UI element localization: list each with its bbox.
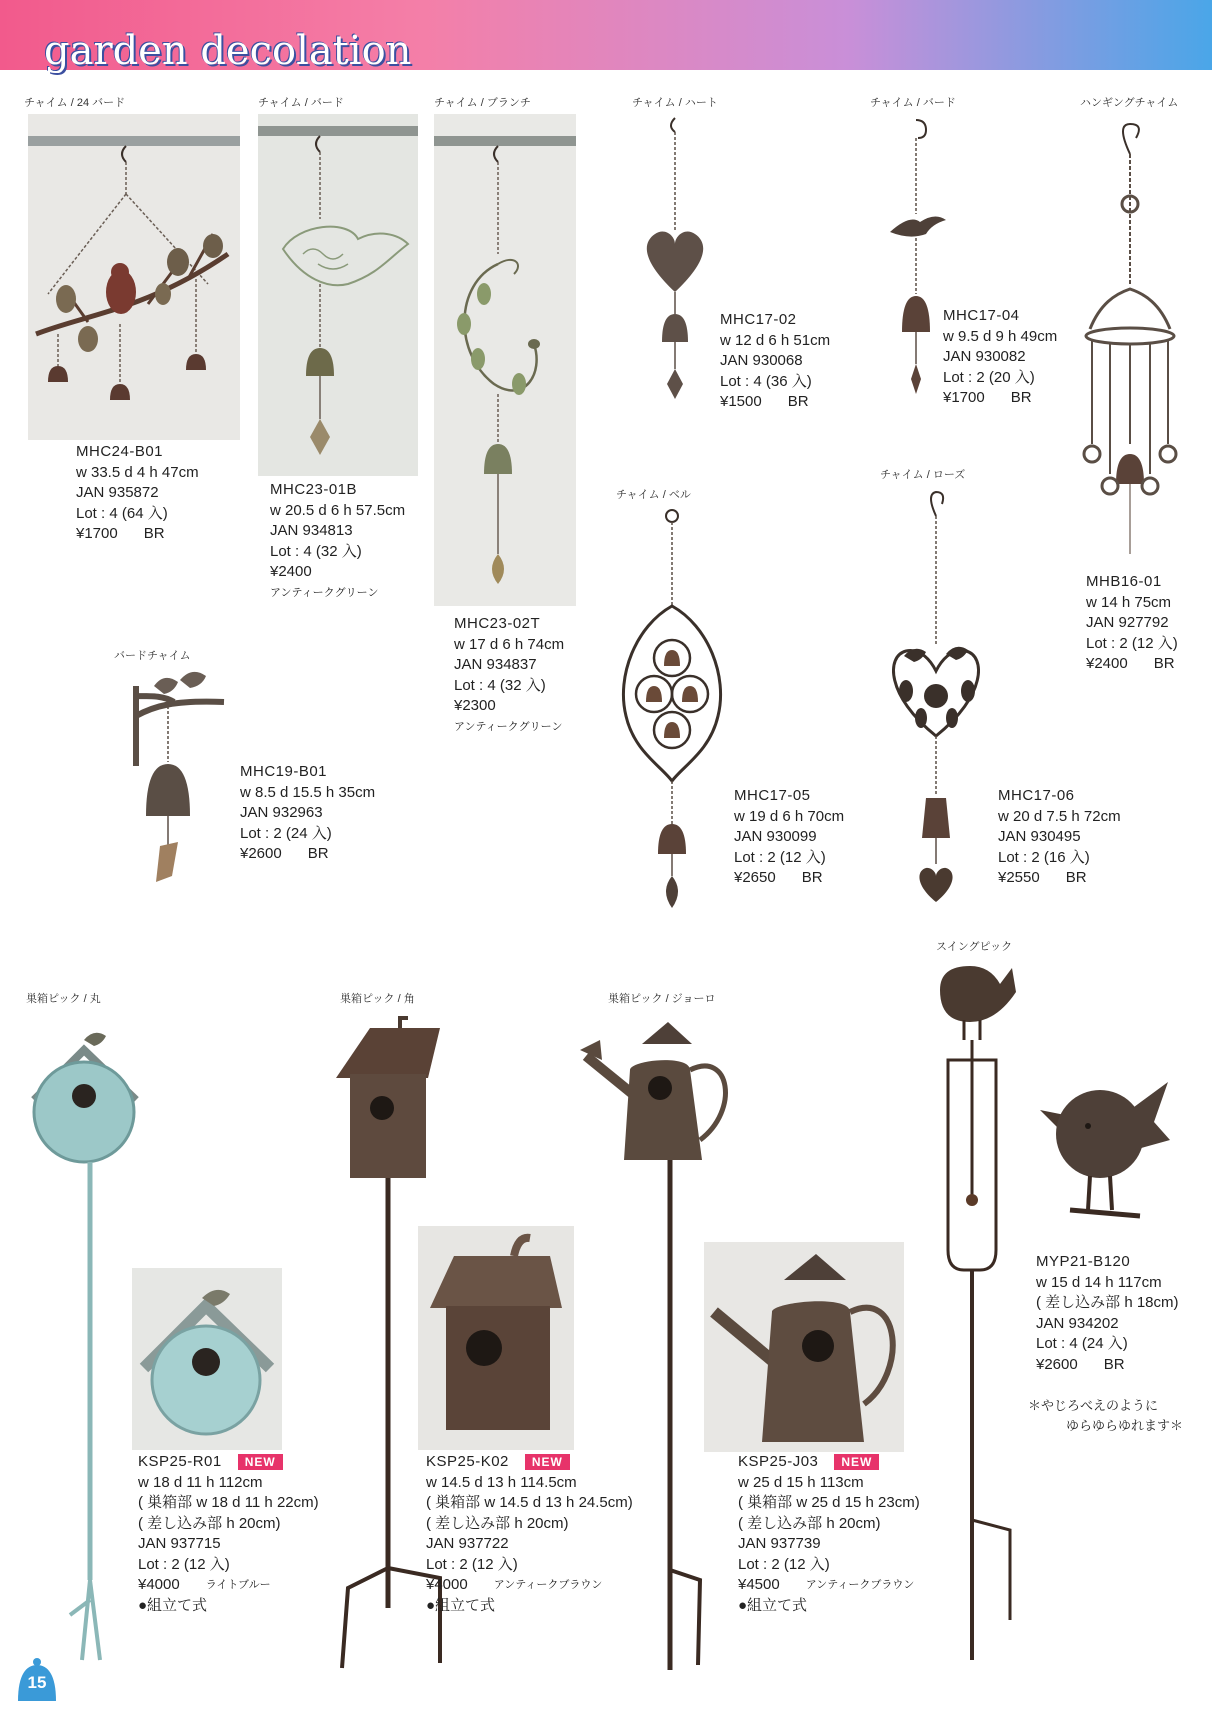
product-spec-mhc1704: [943, 306, 1057, 409]
finish-tag: BR: [787, 393, 809, 410]
product-spec-mhb16: [1086, 572, 1178, 675]
product-code: MHC23-02T: [454, 615, 541, 632]
product-price: ¥1700: [943, 389, 985, 406]
product-size: w 14 h 75cm: [1086, 593, 1172, 611]
product-lot: Lot : 2 (12 入): [734, 848, 826, 866]
product-jan: JAN 934813: [270, 522, 353, 539]
product-lot: Lot : 2 (12 入): [738, 1555, 830, 1573]
product-sub-size: ( 巣箱部 w 18 d 11 h 22cm): [138, 1494, 319, 1511]
product-price: ¥1500: [720, 393, 762, 410]
color-note: アンティークグリーン: [270, 586, 379, 599]
product-spec-myp21: [1036, 1252, 1179, 1375]
product-lot: Lot : 4 (64 入): [76, 504, 168, 522]
product-price: ¥2650: [734, 869, 776, 886]
product-jan: JAN 930099: [734, 828, 817, 845]
product-price: ¥1700: [76, 525, 118, 542]
color-note: アンティークブラウン: [493, 1579, 603, 1591]
product-spec-mhc1706: [998, 786, 1121, 889]
product-spec-mhc24: [76, 442, 199, 545]
product-size: w 12 d 6 h 51cm: [720, 331, 831, 349]
assembly-note: ●組立て式: [738, 1596, 808, 1614]
finish-tag: BR: [801, 869, 823, 886]
product-lot: Lot : 2 (12 入): [138, 1555, 230, 1573]
product-sub-size: ( 差し込み部 h 20cm): [738, 1514, 881, 1532]
product-price: ¥2400: [1086, 655, 1128, 672]
category-label: 巣箱ピック / 角: [340, 993, 415, 1005]
category-label: チャイム / ブランチ: [434, 97, 531, 109]
product-price: ¥2550: [998, 869, 1040, 886]
mhc24-product-photo: [28, 114, 240, 440]
page-number-badge: [14, 1655, 60, 1705]
category-label: チャイム / ローズ: [880, 469, 966, 481]
product-sub-size: ( 差し込み部 h 20cm): [426, 1514, 569, 1532]
product-code: MHC17-04: [943, 307, 1020, 324]
product-lot: Lot : 4 (32 入): [270, 542, 362, 560]
product-price: ¥2400: [270, 563, 312, 580]
mhc23t-product-photo: [434, 114, 576, 606]
product-size: w 20 d 7.5 h 72cm: [998, 807, 1121, 825]
product-price: ¥2300: [454, 697, 496, 714]
product-spec-mhc1702: [720, 310, 830, 413]
product-code: MHC23-01B: [270, 481, 358, 498]
category-label: ハンギングチャイム: [1080, 97, 1179, 109]
mhc1704-product-photo: [880, 114, 950, 414]
product-size: w 19 d 6 h 70cm: [734, 807, 845, 825]
category-label: チャイム / バード: [258, 97, 344, 109]
color-note: アンティークブラウン: [805, 1579, 915, 1591]
finish-tag: BR: [143, 525, 165, 542]
product-jan: JAN 932963: [240, 804, 323, 821]
finish-tag: BR: [307, 845, 329, 862]
swing-note: [1028, 1396, 1183, 1436]
myp21-inset-photo: [1030, 1070, 1180, 1240]
category-label: 巣箱ピック / ジョーロ: [608, 993, 716, 1005]
product-code: MHC17-06: [998, 787, 1075, 804]
product-code: MHC19-B01: [240, 763, 328, 780]
mhc1702-product-photo: [640, 114, 710, 414]
product-spec-mhc1705: [734, 786, 844, 889]
category-label: チャイム / ハート: [632, 97, 718, 109]
product-spec-mhc23b: [270, 480, 405, 603]
product-spec-ksp25r: [138, 1452, 319, 1616]
product-size: w 14.5 d 13 h 114.5cm: [426, 1473, 577, 1491]
product-code: KSP25-J03: [738, 1453, 819, 1470]
swing-note-line: ＊やじろべえのように: [1028, 1398, 1159, 1413]
product-price: ¥4000: [426, 1576, 468, 1593]
product-code: KSP25-R01: [138, 1453, 222, 1470]
product-lot: Lot : 4 (24 入): [1036, 1335, 1128, 1352]
category-label: スイングピック: [936, 941, 1013, 953]
new-badge: NEW: [525, 1454, 570, 1470]
product-code: MYP21-B120: [1036, 1253, 1131, 1270]
swing-note-line: ゆらゆらゆれます＊: [1066, 1418, 1184, 1433]
mhc23b-product-photo: [258, 114, 418, 476]
category-label: チャイム / ベル: [616, 489, 691, 501]
product-sub-size: ( 巣箱部 w 25 d 15 h 23cm): [738, 1494, 920, 1511]
product-lot: Lot : 2 (12 入): [1086, 634, 1178, 652]
assembly-note: ●組立て式: [426, 1596, 496, 1614]
product-lot: Lot : 2 (20 入): [943, 368, 1035, 386]
product-price: ¥4500: [738, 1576, 780, 1593]
product-size: w 8.5 d 15.5 h 35cm: [240, 783, 376, 801]
product-spec-ksp25k: [426, 1452, 633, 1616]
product-price: ¥2600: [1036, 1355, 1078, 1373]
product-size: w 17 d 6 h 74cm: [454, 635, 565, 653]
product-code: KSP25-K02: [426, 1453, 509, 1470]
product-size: w 33.5 d 4 h 47cm: [76, 463, 199, 481]
product-sub-size: ( 差し込み部 h 20cm): [138, 1514, 281, 1532]
finish-tag: BR: [1103, 1355, 1125, 1373]
mhc19-product-photo: [124, 666, 234, 900]
product-code: MHB16-01: [1086, 573, 1162, 590]
category-label: チャイム / 24 バード: [24, 97, 126, 109]
product-jan: JAN 930495: [998, 828, 1081, 845]
ksp25r-inset-photo: [132, 1268, 282, 1450]
new-badge: NEW: [834, 1454, 879, 1470]
product-sub-size: ( 差し込み部 h 18cm): [1036, 1294, 1179, 1311]
product-lot: Lot : 4 (36 入): [720, 372, 812, 390]
mhc1705-product-photo: [616, 506, 726, 916]
product-price: ¥2600: [240, 845, 282, 862]
product-code: MHC24-B01: [76, 443, 164, 460]
product-jan: JAN 930068: [720, 352, 803, 369]
product-size: w 20.5 d 6 h 57.5cm: [270, 501, 406, 519]
product-jan: JAN 930082: [943, 348, 1026, 365]
product-size: w 25 d 15 h 113cm: [738, 1473, 864, 1491]
page-number: 15: [27, 1673, 47, 1692]
finish-tag: BR: [1010, 389, 1032, 406]
product-code: MHC17-05: [734, 787, 811, 804]
product-jan: JAN 935872: [76, 484, 159, 501]
assembly-note: ●組立て式: [138, 1596, 208, 1614]
product-lot: Lot : 2 (12 入): [426, 1555, 518, 1573]
mhc1706-product-photo: [876, 486, 996, 906]
color-note: アンティークグリーン: [454, 720, 563, 733]
product-price: ¥4000: [138, 1576, 180, 1593]
product-code: MHC17-02: [720, 311, 797, 328]
new-badge: NEW: [238, 1454, 283, 1470]
product-jan: JAN 937715: [138, 1535, 221, 1552]
product-jan: JAN 937722: [426, 1535, 509, 1552]
product-size: w 9.5 d 9 h 49cm: [943, 327, 1058, 345]
product-jan: JAN 937739: [738, 1535, 821, 1552]
product-spec-mhc23t: [454, 614, 564, 737]
product-jan: JAN 934837: [454, 656, 537, 673]
product-lot: Lot : 2 (16 入): [998, 848, 1090, 866]
ksp25j-inset-photo: [704, 1242, 904, 1452]
product-size: w 18 d 11 h 112cm: [138, 1473, 263, 1491]
product-jan: JAN 927792: [1086, 614, 1169, 631]
finish-tag: BR: [1153, 655, 1175, 672]
product-sub-size: ( 巣箱部 w 14.5 d 13 h 24.5cm): [426, 1494, 633, 1511]
product-spec-mhc19: [240, 762, 375, 865]
category-label: チャイム / バード: [870, 97, 956, 109]
brand-title: garden decolation: [44, 28, 412, 74]
product-jan: JAN 934202: [1036, 1314, 1119, 1332]
product-lot: Lot : 2 (24 入): [240, 824, 332, 842]
product-size: w 15 d 14 h 117cm: [1036, 1273, 1162, 1291]
product-lot: Lot : 4 (32 入): [454, 676, 546, 694]
finish-tag: BR: [1065, 869, 1087, 886]
color-note: ライトブルー: [205, 1579, 271, 1591]
ksp25k-inset-photo: [418, 1226, 574, 1450]
product-spec-ksp25j: [738, 1452, 920, 1616]
category-label: バードチャイム: [114, 650, 191, 662]
category-label: 巣箱ピック / 丸: [26, 993, 101, 1005]
mhb16-product-photo: [1070, 114, 1190, 564]
myp21-product-photo: [930, 960, 1030, 1680]
